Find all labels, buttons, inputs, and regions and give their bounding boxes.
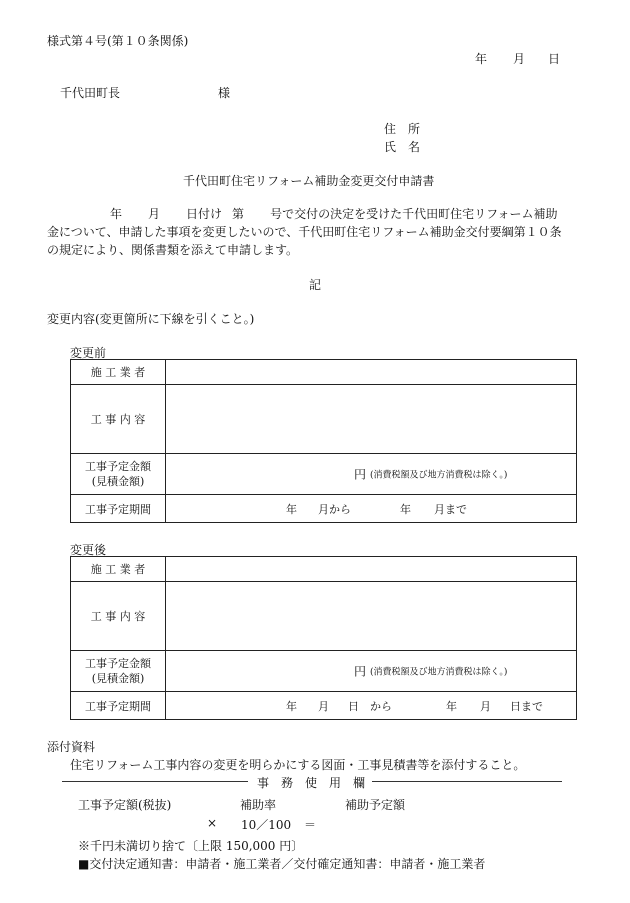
after-table [70,556,577,720]
after-amount-unit: 円 [354,664,367,679]
after-amount-value [166,651,577,692]
applicant-name-label: 氏 名 [384,140,421,154]
office-use-rate: 10／100 [241,818,292,832]
office-use-col-subsidy: 補助予定額 [345,798,406,812]
before-amount-note: (消費税額及び地方消費税は除く。) [370,470,508,481]
addressee-name: 千代田町長 [60,86,121,100]
body-line-2: 金について、申請した事項を変更したいので、千代田町住宅リフォーム補助金交付要綱第１０条 [47,225,562,239]
body-line-3: の規定により、関係書類を添えて申請します。 [47,243,299,257]
office-use-col-rate: 補助率 [240,798,277,812]
after-contractor-label: 施 工 業 者 [71,557,166,582]
office-use-rule-left [62,781,248,782]
after-work-label: 工 事 内 容 [71,582,166,651]
office-use-note-2: ■交付決定通知書：申請者・施工業者／交付確定通知書：申請者・施工業者 [78,857,486,871]
office-use-col-amount: 工事予定額(税抜) [78,798,172,812]
before-heading: 変更前 [70,346,107,360]
date-day-label: 日 [548,52,561,66]
after-period-value: 年 月 日 から 年 月 日まで [166,692,577,720]
office-use-equals: ＝ [304,818,317,832]
before-work-value [166,385,577,454]
attachments-heading: 添付資料 [47,740,96,754]
addressee-honorific: 様 [218,86,231,100]
applicant-address-label: 住 所 [384,122,421,136]
after-work-value [166,582,577,651]
before-period-value: 年 月から 年 月まで [166,495,577,523]
before-amount-unit: 円 [354,467,367,482]
before-contractor-label: 施 工 業 者 [71,360,166,385]
office-use-times: × [207,816,218,830]
after-period-label: 工事予定期間 [71,692,166,720]
before-amount-label: 工事予定金額 (見積金額) [71,454,166,495]
before-amount-value [166,454,577,495]
date-month-label: 月 [513,52,526,66]
office-use-rule-right [372,781,562,782]
after-amount-label: 工事予定金額 (見積金額) [71,651,166,692]
before-contractor-value [166,360,577,385]
form-number: 様式第４号(第１０条関係) [47,34,189,48]
before-period-label: 工事予定期間 [71,495,166,523]
after-contractor-value [166,557,577,582]
date-year-label: 年 [475,52,488,66]
before-table [70,359,577,523]
body-line-1: 年 月 日付け 第 号で交付の決定を受けた千代田町住宅リフォーム補助 [110,207,558,221]
office-use-heading: 事 務 使 用 欄 [257,776,366,790]
change-content-heading: 変更内容(変更箇所に下線を引くこと。) [47,312,255,326]
ki-heading: 記 [309,278,322,292]
before-work-label: 工 事 内 容 [71,385,166,454]
document-title: 千代田町住宅リフォーム補助金変更交付申請書 [183,174,435,188]
office-use-note-1: ※千円未満切り捨て〔上限 150,000 円〕 [78,839,304,853]
after-heading: 変更後 [70,543,107,557]
attachments-text: 住宅リフォーム工事内容の変更を明らかにする図面・工事見積書等を添付すること。 [70,758,526,772]
after-amount-note: (消費税額及び地方消費税は除く。) [370,667,508,678]
